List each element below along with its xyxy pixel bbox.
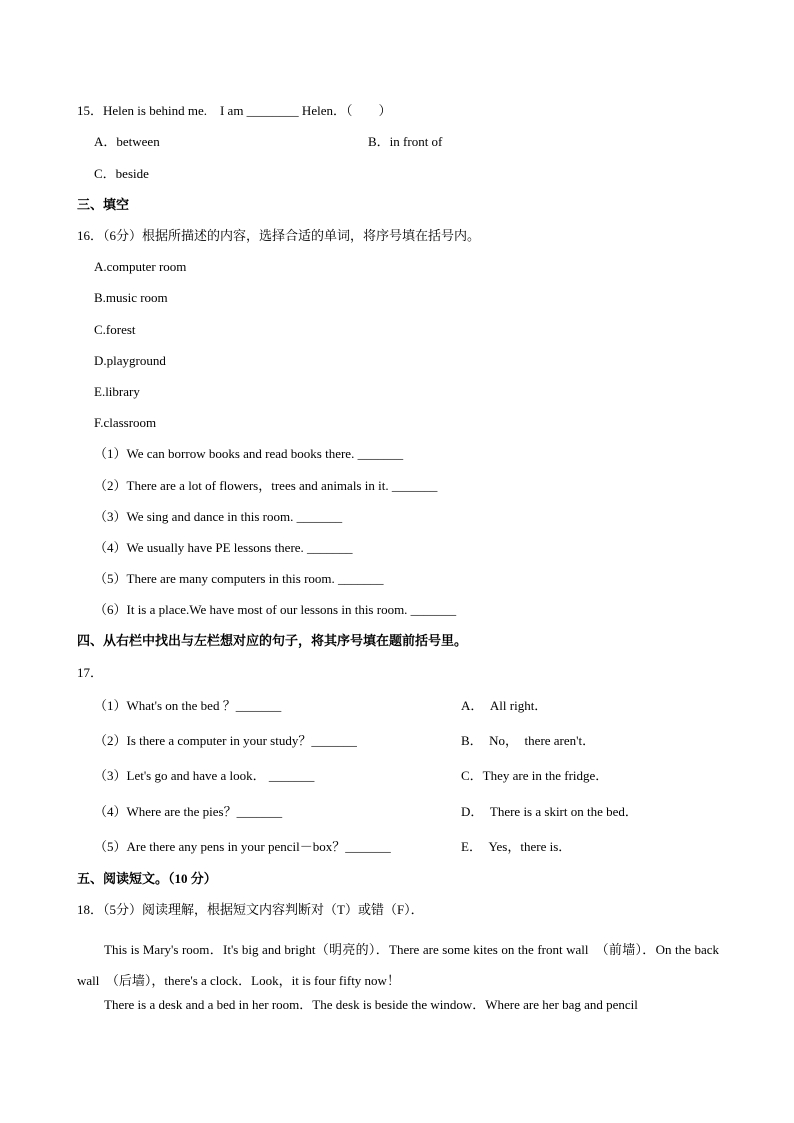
q16-choice-a: A.computer room	[94, 259, 187, 274]
q17-left-2: （2）Is there a computer in your study？_______	[94, 733, 357, 748]
q15-option-b: B．in front of	[368, 134, 443, 149]
q18-paragraph-1: This is Mary's room．It's big and bright（明亮的）．There are some kites on the front wall （前墙）．On the back wall （后墙），there's a clock．Look，it is four fifty now！	[77, 942, 719, 988]
section-3-title: 三、填空	[77, 197, 130, 212]
q16-item-2: （2）There are a lot of flowers，trees and animals in it. _______	[94, 478, 438, 493]
q15-option-a: A．between	[94, 134, 160, 149]
q16-item-5: （5）There are many computers in this room. _______	[94, 571, 384, 586]
section-4-title: 四、从右栏中找出与左栏想对应的句子，将其序号填在题前括号里。	[77, 633, 468, 648]
q18-stem: 18．（5分）阅读理解，根据短文内容判断对（T）或错（F）．	[77, 902, 424, 917]
q15-option-c: C．beside	[94, 166, 149, 181]
q17-left-5: （5）Are there any pens in your pencil－box？_______	[94, 839, 391, 854]
q15-stem: 15．Helen is behind me. I am ________ Helen．（ ）	[77, 103, 392, 118]
q17-right-b: B． No， there aren't．	[461, 733, 596, 748]
q17-right-c: C．They are in the fridge．	[461, 768, 609, 783]
q16-choice-b: B.music room	[94, 290, 168, 305]
q16-stem: 16．（6分）根据所描述的内容，选择合适的单词，将序号填在括号内。	[77, 228, 481, 243]
q17-left-1: （1）What's on the bed ？_______	[94, 698, 282, 713]
q17-left-3: （3）Let's go and have a look． _______	[94, 768, 315, 783]
q16-item-4: （4）We usually have PE lessons there. _______	[94, 540, 353, 555]
section-5-title: 五、阅读短文。（10 分）	[77, 871, 217, 886]
q17-right-a: A． All right．	[461, 698, 548, 713]
q17-number: 17．	[77, 665, 104, 680]
q16-item-6: （6）It is a place.We have most of our lessons in this room. _______	[94, 602, 457, 617]
q17-right-d: D． There is a skirt on the bed．	[461, 804, 638, 819]
q16-choice-f: F.classroom	[94, 415, 157, 430]
q17-right-e: E． Yes，there is．	[461, 839, 572, 854]
q18-paragraph-2: There is a desk and a bed in her room．The desk is beside the window．Where are her bag and pencil	[104, 997, 638, 1012]
q16-item-1: （1）We can borrow books and read books there. _______	[94, 446, 404, 461]
q16-choice-d: D.playground	[94, 353, 166, 368]
q17-left-4: （4）Where are the pies？_______	[94, 804, 283, 819]
q16-item-3: （3）We sing and dance in this room. _______	[94, 509, 343, 524]
q16-choice-e: E.library	[94, 384, 140, 399]
q16-choice-c: C.forest	[94, 322, 136, 337]
